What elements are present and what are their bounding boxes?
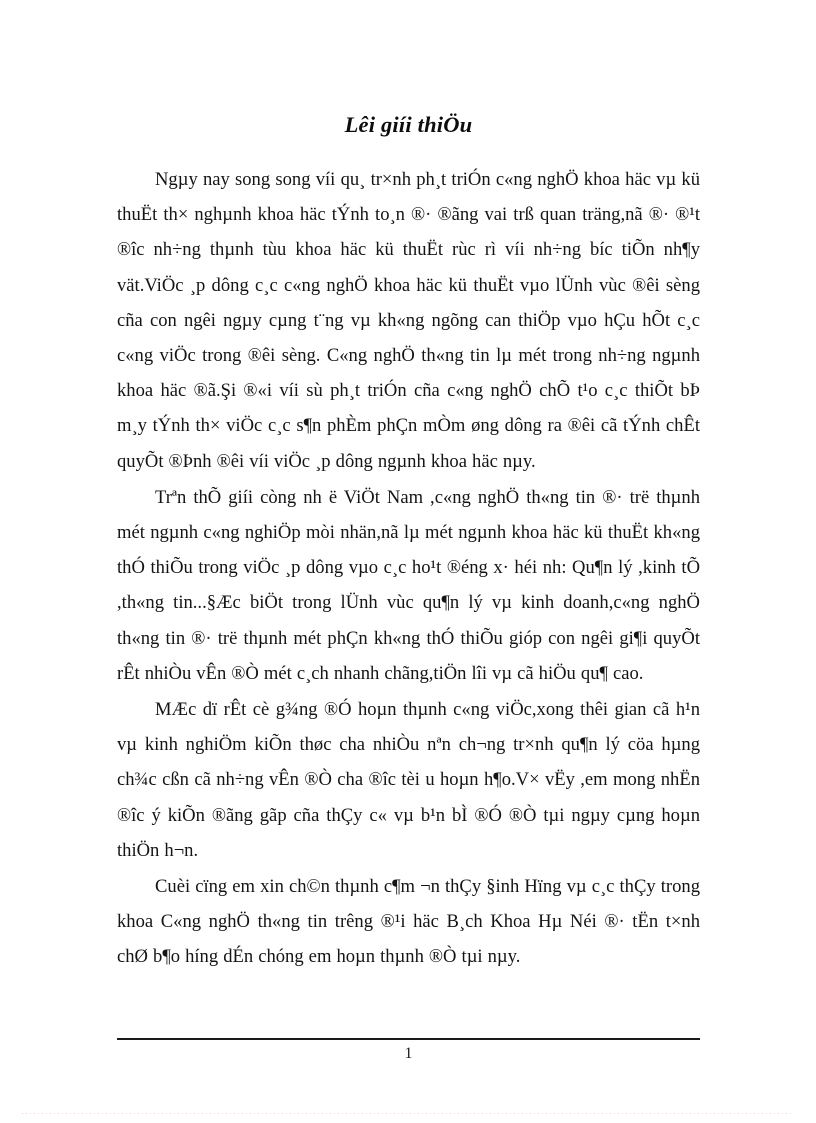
document-body [117,112,700,976]
body-paragraph-3: MÆc dï rÊt cè g¾ng ®Ó hoµn thµnh c«ng viÖc,xong thêi gian cã h¹n vµ kinh nghiÖm kiÕn thøc cha nhiÒu nªn ch¬ng tr×nh qu¶n lý cöa hµng ch¾c cßn cã nh÷ng vÊn ®Ò cha ®îc tèi u hoµn h¶o.V× vËy ,em mong nhËn ®îc ý kiÕn ®ãng gãp cña thÇy c« vµ b¹n bÌ ®Ó ®Ò tµi ngµy cµng hoµn thiÖn h¬n. [117,699,700,861]
body-paragraph-1: Ngµy nay song song víi qu¸ tr×nh ph¸t triÓn c«ng nghÖ khoa häc vµ kü thuËt th× nghµnh khoa häc tÝnh to¸n ®· ®ãng vai trß quan träng,nã ®· ®¹t ®îc nh÷ng thµnh tùu khoa häc kü thuËt rùc rì víi nh÷ng bíc tiÕn nh¶y vät.ViÖc ¸p dông c¸c c«ng nghÖ khoa häc kü thuËt vµo lÜnh vùc ®êi sèng cña con ngêi ngµy cµng t¨ng vµ kh«ng ngõng can thiÖp vµo hÇu hÕt c¸c c«ng viÖc trong ®êi sèng. C«ng nghÖ th«ng tin lµ mét trong nh÷ng ngµnh khoa häc ®ã.Şi ®«i víi sù ph¸t triÓn cña c«ng nghÖ chÕ t¹o c¸c thiÕt bÞ m¸y tÝnh th× viÖc c¸c s¶n phÈm phÇn mÒm øng dông ra ®êi cã tÝnh chÊt quyÕt ®Þnh ®êi víi viÖc ¸p dông ngµnh khoa häc nµy. [117,169,700,472]
body-paragraph-2: Trªn thÕ giíi còng nh ë ViÖt Nam ,c«ng nghÖ th«ng tin ®· trë thµnh mét ngµnh c«ng nghiÖp mòi nhän,nã lµ mét ngµnh khoa häc kü thuËt kh«ng thÓ thiÕu trong viÖc ¸p dông vµo c¸c ho¹t ®éng x· héi nh: Qu¶n lý ,kinh tÕ ,th«ng tin...§Æc biÖt trong lÜnh vùc qu¶n lý vµ kinh doanh,c«ng nghÖ th«ng tin ®· trë thµnh mét phÇn kh«ng thÓ thiÕu gióp con ngêi gi¶i quyÕt rÊt nhiÒu vÊn ®Ò mét c¸ch nhanh chãng,tiÖn lîi vµ cã hiÖu qu¶ cao. [117,486,700,684]
page-title: Lêi giíi thiÖu [344,112,473,137]
page-number: 1 [404,1045,413,1062]
footer-divider [117,1038,700,1040]
body-paragraph-4: Cuèi cïng em xin ch©n thµnh c¶m ¬n thÇy §inh Hïng vµ c¸c thÇy trong khoa C«ng nghÖ th«ng tin trêng ®¹i häc B¸ch Khoa Hµ Néi ®· tËn t×nh chØ b¶o híng dÉn chóng em hoµn thµnh ®Ò tµi nµy. [117,876,700,968]
scan-artifact-line [22,1113,792,1114]
page-footer [117,1038,700,1064]
